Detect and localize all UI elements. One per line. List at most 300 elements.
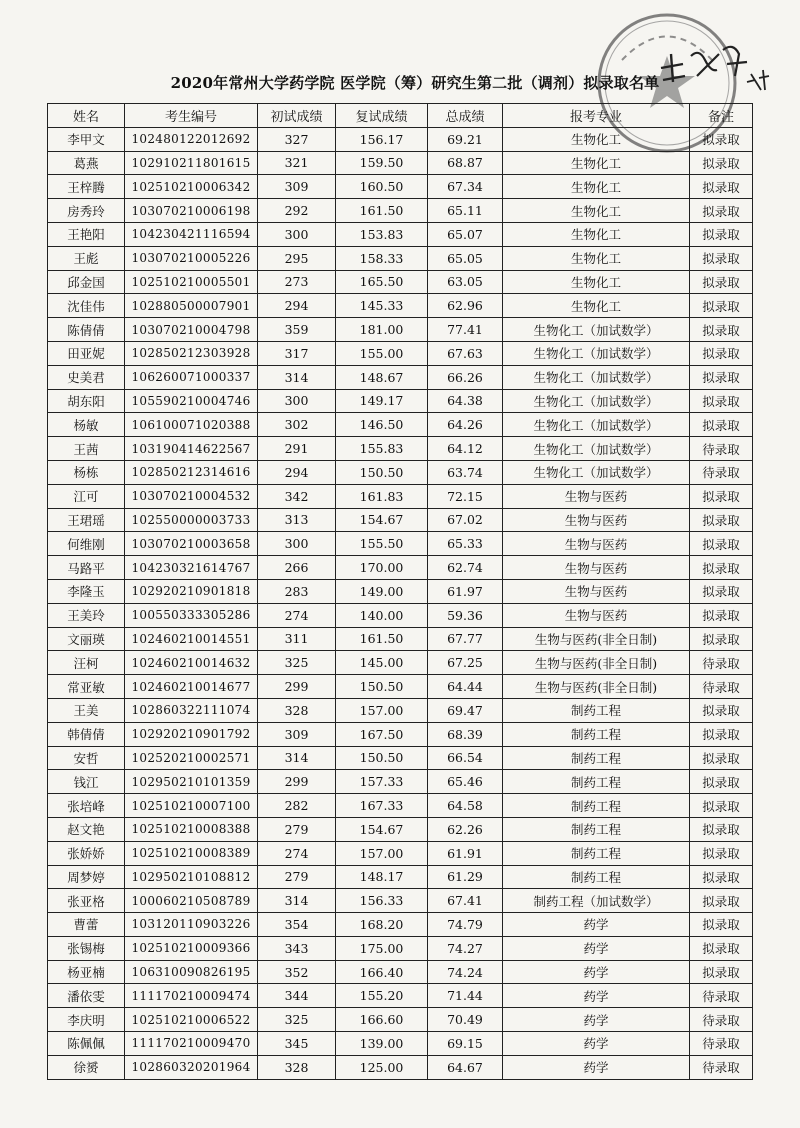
cell-name: 何维刚 xyxy=(48,532,125,556)
table-row xyxy=(48,746,753,770)
cell-remark: 待录取 xyxy=(690,675,753,699)
cell-major: 药学 xyxy=(503,936,690,960)
table-row xyxy=(48,389,753,413)
cell-name: 房秀玲 xyxy=(48,199,125,223)
cell-total-score: 61.97 xyxy=(428,579,503,603)
cell-candidate-id: 102860320201964 xyxy=(125,1055,258,1079)
cell-candidate-id: 106310090826195 xyxy=(125,960,258,984)
cell-initial-score: 309 xyxy=(258,722,336,746)
cell-retest-score: 139.00 xyxy=(336,1032,428,1056)
cell-candidate-id: 102950210101359 xyxy=(125,770,258,794)
cell-retest-score: 168.20 xyxy=(336,913,428,937)
table-row xyxy=(48,960,753,984)
cell-initial-score: 273 xyxy=(258,270,336,294)
table-row xyxy=(48,151,753,175)
cell-name: 徐赟 xyxy=(48,1055,125,1079)
cell-total-score: 72.15 xyxy=(428,484,503,508)
cell-major: 生物与医药 xyxy=(503,484,690,508)
cell-candidate-id: 102850212314616 xyxy=(125,460,258,484)
cell-name: 葛燕 xyxy=(48,151,125,175)
cell-name: 张锡梅 xyxy=(48,936,125,960)
cell-initial-score: 325 xyxy=(258,1008,336,1032)
cell-remark: 拟录取 xyxy=(690,698,753,722)
cell-initial-score: 345 xyxy=(258,1032,336,1056)
cell-major: 生物与医药(非全日制) xyxy=(503,651,690,675)
cell-major: 药学 xyxy=(503,913,690,937)
cell-total-score: 62.96 xyxy=(428,294,503,318)
table-row xyxy=(48,651,753,675)
table-row xyxy=(48,246,753,270)
cell-initial-score: 292 xyxy=(258,199,336,223)
cell-remark: 拟录取 xyxy=(690,960,753,984)
table-row xyxy=(48,270,753,294)
cell-initial-score: 282 xyxy=(258,794,336,818)
cell-initial-score: 344 xyxy=(258,984,336,1008)
cell-retest-score: 166.60 xyxy=(336,1008,428,1032)
table-row xyxy=(48,175,753,199)
cell-candidate-id: 104230321614767 xyxy=(125,556,258,580)
cell-major: 药学 xyxy=(503,1055,690,1079)
cell-remark: 拟录取 xyxy=(690,817,753,841)
cell-total-score: 65.07 xyxy=(428,222,503,246)
cell-remark: 拟录取 xyxy=(690,389,753,413)
cell-retest-score: 145.33 xyxy=(336,294,428,318)
cell-initial-score: 317 xyxy=(258,341,336,365)
cell-remark: 拟录取 xyxy=(690,603,753,627)
cell-name: 潘依雯 xyxy=(48,984,125,1008)
cell-total-score: 62.74 xyxy=(428,556,503,580)
cell-candidate-id: 102850212303928 xyxy=(125,341,258,365)
cell-remark: 拟录取 xyxy=(690,865,753,889)
cell-candidate-id: 102460210014551 xyxy=(125,627,258,651)
cell-candidate-id: 103070210005226 xyxy=(125,246,258,270)
cell-remark: 拟录取 xyxy=(690,127,753,151)
cell-candidate-id: 111170210009470 xyxy=(125,1032,258,1056)
cell-name: 曹蕾 xyxy=(48,913,125,937)
cell-major: 生物化工 xyxy=(503,222,690,246)
cell-initial-score: 295 xyxy=(258,246,336,270)
cell-major: 生物化工（加试数学） xyxy=(503,389,690,413)
cell-name: 王美玲 xyxy=(48,603,125,627)
cell-name: 邱金国 xyxy=(48,270,125,294)
cell-major: 制药工程 xyxy=(503,722,690,746)
cell-candidate-id: 102460210014632 xyxy=(125,651,258,675)
cell-remark: 待录取 xyxy=(690,984,753,1008)
cell-name: 张娇娇 xyxy=(48,841,125,865)
cell-total-score: 66.26 xyxy=(428,365,503,389)
cell-name: 王珺瑶 xyxy=(48,508,125,532)
cell-total-score: 64.58 xyxy=(428,794,503,818)
cell-remark: 拟录取 xyxy=(690,556,753,580)
cell-total-score: 67.77 xyxy=(428,627,503,651)
cell-initial-score: 327 xyxy=(258,127,336,151)
cell-candidate-id: 102510210009366 xyxy=(125,936,258,960)
cell-name: 常亚敏 xyxy=(48,675,125,699)
cell-initial-score: 359 xyxy=(258,318,336,342)
cell-retest-score: 157.33 xyxy=(336,770,428,794)
cell-name: 江可 xyxy=(48,484,125,508)
header-retest-score: 复试成绩 xyxy=(336,104,428,128)
header-remark: 备注 xyxy=(690,104,753,128)
cell-total-score: 74.24 xyxy=(428,960,503,984)
cell-remark: 拟录取 xyxy=(690,199,753,223)
cell-total-score: 65.46 xyxy=(428,770,503,794)
cell-total-score: 64.12 xyxy=(428,437,503,461)
cell-total-score: 70.49 xyxy=(428,1008,503,1032)
cell-retest-score: 181.00 xyxy=(336,318,428,342)
cell-major: 生物化工（加试数学） xyxy=(503,460,690,484)
cell-initial-score: 291 xyxy=(258,437,336,461)
cell-retest-score: 159.50 xyxy=(336,151,428,175)
cell-remark: 拟录取 xyxy=(690,175,753,199)
cell-name: 钱江 xyxy=(48,770,125,794)
cell-name: 沈佳伟 xyxy=(48,294,125,318)
cell-total-score: 74.27 xyxy=(428,936,503,960)
cell-candidate-id: 102550000003733 xyxy=(125,508,258,532)
cell-major: 生物化工 xyxy=(503,175,690,199)
cell-major: 生物化工（加试数学） xyxy=(503,365,690,389)
cell-initial-score: 314 xyxy=(258,889,336,913)
cell-initial-score: 328 xyxy=(258,1055,336,1079)
cell-name: 陈佩佩 xyxy=(48,1032,125,1056)
cell-name: 胡东阳 xyxy=(48,389,125,413)
cell-major: 生物化工（加试数学） xyxy=(503,437,690,461)
cell-remark: 拟录取 xyxy=(690,318,753,342)
cell-retest-score: 140.00 xyxy=(336,603,428,627)
cell-retest-score: 153.83 xyxy=(336,222,428,246)
table-row xyxy=(48,1055,753,1079)
table-row xyxy=(48,579,753,603)
cell-name: 王艳阳 xyxy=(48,222,125,246)
cell-major: 药学 xyxy=(503,960,690,984)
cell-major: 生物与医药 xyxy=(503,579,690,603)
cell-major: 生物与医药(非全日制) xyxy=(503,675,690,699)
cell-major: 生物化工 xyxy=(503,294,690,318)
header-row xyxy=(48,104,753,128)
cell-retest-score: 154.67 xyxy=(336,508,428,532)
cell-retest-score: 149.00 xyxy=(336,579,428,603)
cell-retest-score: 165.50 xyxy=(336,270,428,294)
cell-retest-score: 160.50 xyxy=(336,175,428,199)
cell-retest-score: 155.20 xyxy=(336,984,428,1008)
cell-initial-score: 300 xyxy=(258,532,336,556)
cell-remark: 拟录取 xyxy=(690,246,753,270)
cell-initial-score: 294 xyxy=(258,460,336,484)
table-row xyxy=(48,865,753,889)
cell-initial-score: 352 xyxy=(258,960,336,984)
cell-candidate-id: 102460210014677 xyxy=(125,675,258,699)
cell-remark: 拟录取 xyxy=(690,222,753,246)
cell-name: 史美君 xyxy=(48,365,125,389)
cell-candidate-id: 102510210006342 xyxy=(125,175,258,199)
cell-remark: 待录取 xyxy=(690,1032,753,1056)
header-initial-score: 初试成绩 xyxy=(258,104,336,128)
table-row xyxy=(48,294,753,318)
cell-major: 生物与医药 xyxy=(503,556,690,580)
cell-retest-score: 150.50 xyxy=(336,675,428,699)
cell-remark: 拟录取 xyxy=(690,794,753,818)
cell-name: 李甲文 xyxy=(48,127,125,151)
cell-candidate-id: 102510210008388 xyxy=(125,817,258,841)
cell-total-score: 69.15 xyxy=(428,1032,503,1056)
cell-major: 生物化工（加试数学） xyxy=(503,318,690,342)
table-row xyxy=(48,318,753,342)
cell-major: 生物与医药 xyxy=(503,508,690,532)
cell-initial-score: 354 xyxy=(258,913,336,937)
cell-initial-score: 309 xyxy=(258,175,336,199)
cell-name: 李隆玉 xyxy=(48,579,125,603)
table-row xyxy=(48,1008,753,1032)
cell-candidate-id: 104230421116594 xyxy=(125,222,258,246)
cell-remark: 待录取 xyxy=(690,651,753,675)
table-row xyxy=(48,913,753,937)
cell-remark: 拟录取 xyxy=(690,841,753,865)
table-row xyxy=(48,199,753,223)
cell-total-score: 67.34 xyxy=(428,175,503,199)
table-row xyxy=(48,841,753,865)
table-row xyxy=(48,222,753,246)
header-candidate-id: 考生编号 xyxy=(125,104,258,128)
cell-candidate-id: 102510210008389 xyxy=(125,841,258,865)
cell-total-score: 61.29 xyxy=(428,865,503,889)
cell-major: 生物化工 xyxy=(503,246,690,270)
cell-name: 王茜 xyxy=(48,437,125,461)
table-row xyxy=(48,127,753,151)
cell-total-score: 64.38 xyxy=(428,389,503,413)
cell-name: 杨敏 xyxy=(48,413,125,437)
table-row xyxy=(48,984,753,1008)
cell-name: 田亚妮 xyxy=(48,341,125,365)
cell-major: 生物化工 xyxy=(503,270,690,294)
cell-initial-score: 266 xyxy=(258,556,336,580)
cell-remark: 拟录取 xyxy=(690,722,753,746)
cell-remark: 拟录取 xyxy=(690,294,753,318)
table-row xyxy=(48,698,753,722)
cell-total-score: 63.74 xyxy=(428,460,503,484)
cell-total-score: 59.36 xyxy=(428,603,503,627)
cell-name: 马路平 xyxy=(48,556,125,580)
cell-initial-score: 300 xyxy=(258,389,336,413)
table-row xyxy=(48,532,753,556)
cell-remark: 拟录取 xyxy=(690,484,753,508)
cell-initial-score: 299 xyxy=(258,675,336,699)
cell-retest-score: 149.17 xyxy=(336,389,428,413)
cell-initial-score: 343 xyxy=(258,936,336,960)
cell-remark: 拟录取 xyxy=(690,627,753,651)
cell-initial-score: 299 xyxy=(258,770,336,794)
cell-retest-score: 148.67 xyxy=(336,365,428,389)
cell-retest-score: 146.50 xyxy=(336,413,428,437)
table-row xyxy=(48,413,753,437)
cell-major: 生物与医药 xyxy=(503,603,690,627)
cell-initial-score: 279 xyxy=(258,817,336,841)
cell-candidate-id: 103070210004532 xyxy=(125,484,258,508)
cell-initial-score: 328 xyxy=(258,698,336,722)
cell-major: 制药工程 xyxy=(503,794,690,818)
cell-initial-score: 300 xyxy=(258,222,336,246)
cell-initial-score: 294 xyxy=(258,294,336,318)
cell-total-score: 68.87 xyxy=(428,151,503,175)
cell-total-score: 71.44 xyxy=(428,984,503,1008)
admission-table xyxy=(47,103,753,1080)
cell-total-score: 67.25 xyxy=(428,651,503,675)
table-row xyxy=(48,437,753,461)
cell-name: 张培峰 xyxy=(48,794,125,818)
cell-retest-score: 148.17 xyxy=(336,865,428,889)
cell-total-score: 64.67 xyxy=(428,1055,503,1079)
cell-initial-score: 274 xyxy=(258,603,336,627)
cell-candidate-id: 102920210901792 xyxy=(125,722,258,746)
cell-initial-score: 274 xyxy=(258,841,336,865)
cell-retest-score: 150.50 xyxy=(336,460,428,484)
cell-name: 王美 xyxy=(48,698,125,722)
cell-major: 生物化工 xyxy=(503,127,690,151)
cell-major: 制药工程 xyxy=(503,746,690,770)
table-row xyxy=(48,1032,753,1056)
cell-major: 药学 xyxy=(503,984,690,1008)
table-row xyxy=(48,365,753,389)
cell-retest-score: 155.83 xyxy=(336,437,428,461)
cell-candidate-id: 105590210004746 xyxy=(125,389,258,413)
cell-name: 赵文艳 xyxy=(48,817,125,841)
table-row xyxy=(48,508,753,532)
cell-candidate-id: 106100071020388 xyxy=(125,413,258,437)
cell-total-score: 67.02 xyxy=(428,508,503,532)
header-name: 姓名 xyxy=(48,104,125,128)
cell-name: 陈倩倩 xyxy=(48,318,125,342)
cell-initial-score: 279 xyxy=(258,865,336,889)
cell-total-score: 65.11 xyxy=(428,199,503,223)
cell-candidate-id: 103120110903226 xyxy=(125,913,258,937)
table-row xyxy=(48,722,753,746)
cell-total-score: 68.39 xyxy=(428,722,503,746)
cell-total-score: 66.54 xyxy=(428,746,503,770)
cell-name: 杨栋 xyxy=(48,460,125,484)
cell-total-score: 63.05 xyxy=(428,270,503,294)
cell-remark: 拟录取 xyxy=(690,151,753,175)
cell-initial-score: 321 xyxy=(258,151,336,175)
cell-name: 安哲 xyxy=(48,746,125,770)
cell-candidate-id: 103070210006198 xyxy=(125,199,258,223)
cell-retest-score: 156.17 xyxy=(336,127,428,151)
cell-total-score: 61.91 xyxy=(428,841,503,865)
table-row xyxy=(48,770,753,794)
cell-total-score: 67.41 xyxy=(428,889,503,913)
cell-initial-score: 325 xyxy=(258,651,336,675)
cell-major: 制药工程（加试数学） xyxy=(503,889,690,913)
cell-retest-score: 158.33 xyxy=(336,246,428,270)
cell-total-score: 65.33 xyxy=(428,532,503,556)
table-row xyxy=(48,556,753,580)
cell-retest-score: 145.00 xyxy=(336,651,428,675)
cell-name: 张亚格 xyxy=(48,889,125,913)
cell-name: 王梓腾 xyxy=(48,175,125,199)
cell-remark: 拟录取 xyxy=(690,579,753,603)
cell-name: 周梦婷 xyxy=(48,865,125,889)
cell-candidate-id: 102910211801615 xyxy=(125,151,258,175)
table-row xyxy=(48,889,753,913)
cell-initial-score: 313 xyxy=(258,508,336,532)
cell-retest-score: 156.33 xyxy=(336,889,428,913)
cell-retest-score: 161.83 xyxy=(336,484,428,508)
cell-remark: 待录取 xyxy=(690,437,753,461)
cell-total-score: 65.05 xyxy=(428,246,503,270)
cell-retest-score: 167.33 xyxy=(336,794,428,818)
cell-total-score: 64.44 xyxy=(428,675,503,699)
header-total-score: 总成绩 xyxy=(428,104,503,128)
cell-remark: 待录取 xyxy=(690,1055,753,1079)
cell-total-score: 62.26 xyxy=(428,817,503,841)
cell-total-score: 77.41 xyxy=(428,318,503,342)
cell-candidate-id: 100550333305286 xyxy=(125,603,258,627)
table-row xyxy=(48,460,753,484)
cell-initial-score: 311 xyxy=(258,627,336,651)
cell-candidate-id: 102950210108812 xyxy=(125,865,258,889)
cell-candidate-id: 102920210901818 xyxy=(125,579,258,603)
cell-total-score: 69.47 xyxy=(428,698,503,722)
cell-name: 杨亚楠 xyxy=(48,960,125,984)
cell-candidate-id: 102480122012692 xyxy=(125,127,258,151)
cell-initial-score: 283 xyxy=(258,579,336,603)
cell-initial-score: 314 xyxy=(258,365,336,389)
cell-major: 制药工程 xyxy=(503,817,690,841)
cell-remark: 拟录取 xyxy=(690,532,753,556)
cell-candidate-id: 103070210004798 xyxy=(125,318,258,342)
table-row xyxy=(48,794,753,818)
cell-major: 制药工程 xyxy=(503,865,690,889)
cell-retest-score: 161.50 xyxy=(336,199,428,223)
document-title: 2020年常州大学药学院 医学院（筹）研究生第二批（调剂）拟录取名单 xyxy=(170,74,660,92)
cell-remark: 拟录取 xyxy=(690,341,753,365)
cell-candidate-id: 111170210009474 xyxy=(125,984,258,1008)
cell-remark: 拟录取 xyxy=(690,936,753,960)
cell-candidate-id: 102510210005501 xyxy=(125,270,258,294)
table-row xyxy=(48,484,753,508)
cell-major: 生物化工（加试数学） xyxy=(503,413,690,437)
cell-remark: 拟录取 xyxy=(690,508,753,532)
cell-major: 生物化工 xyxy=(503,151,690,175)
cell-major: 药学 xyxy=(503,1008,690,1032)
cell-remark: 拟录取 xyxy=(690,270,753,294)
cell-candidate-id: 102510210007100 xyxy=(125,794,258,818)
table-row xyxy=(48,936,753,960)
cell-retest-score: 167.50 xyxy=(336,722,428,746)
cell-remark: 拟录取 xyxy=(690,413,753,437)
cell-major: 制药工程 xyxy=(503,841,690,865)
cell-retest-score: 154.67 xyxy=(336,817,428,841)
cell-major: 生物与医药(非全日制) xyxy=(503,627,690,651)
cell-remark: 待录取 xyxy=(690,1008,753,1032)
cell-retest-score: 175.00 xyxy=(336,936,428,960)
cell-total-score: 69.21 xyxy=(428,127,503,151)
cell-name: 王彪 xyxy=(48,246,125,270)
cell-retest-score: 155.50 xyxy=(336,532,428,556)
cell-retest-score: 150.50 xyxy=(336,746,428,770)
cell-name: 李庆明 xyxy=(48,1008,125,1032)
header-major: 报考专业 xyxy=(503,104,690,128)
cell-major: 制药工程 xyxy=(503,770,690,794)
cell-candidate-id: 102860322111074 xyxy=(125,698,258,722)
table-row xyxy=(48,627,753,651)
cell-major: 生物与医药 xyxy=(503,532,690,556)
cell-retest-score: 170.00 xyxy=(336,556,428,580)
cell-total-score: 74.79 xyxy=(428,913,503,937)
cell-candidate-id: 102880500007901 xyxy=(125,294,258,318)
cell-retest-score: 166.40 xyxy=(336,960,428,984)
cell-initial-score: 314 xyxy=(258,746,336,770)
table-row xyxy=(48,675,753,699)
cell-name: 汪柯 xyxy=(48,651,125,675)
